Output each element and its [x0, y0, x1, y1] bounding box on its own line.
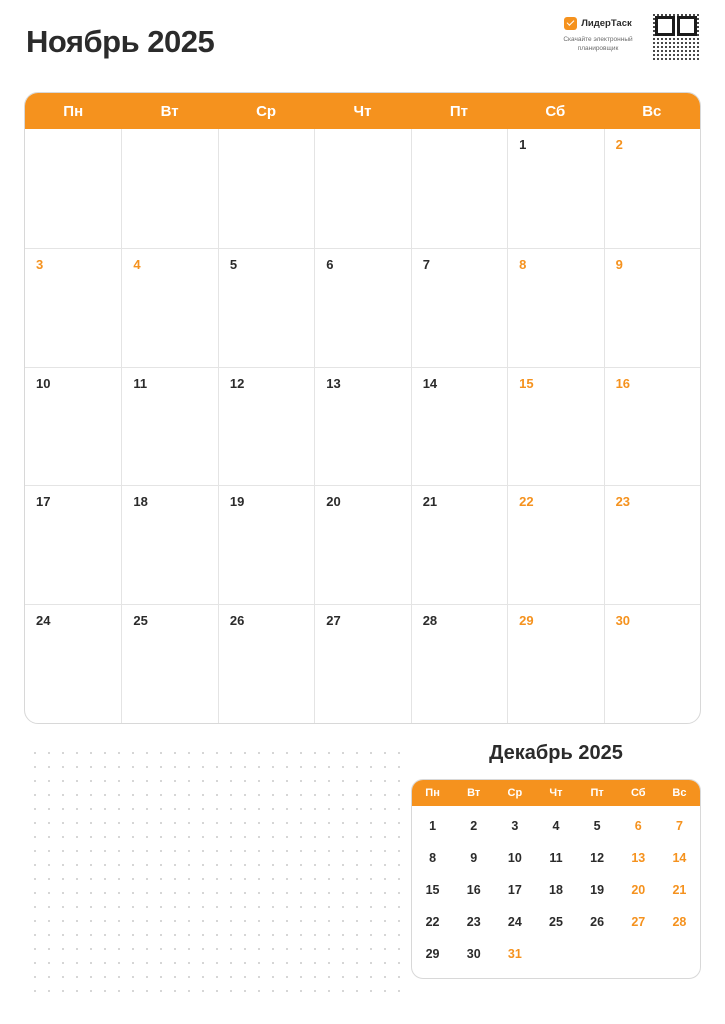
mini-day-cell[interactable]: 12 — [590, 851, 605, 865]
weekday-header: Пн — [63, 102, 84, 120]
calendar-week-row — [25, 129, 700, 248]
day-cell[interactable] — [604, 486, 700, 604]
day-number: 14 — [422, 375, 438, 391]
day-cell[interactable] — [314, 486, 410, 604]
day-cell[interactable] — [121, 368, 217, 486]
day-number: 22 — [519, 494, 534, 510]
weekday-header: Ср — [256, 102, 277, 120]
brand-logo — [552, 17, 644, 30]
day-cell[interactable] — [314, 605, 410, 723]
calendar-week-row — [25, 367, 700, 486]
mini-weekday-header: Пн — [425, 787, 440, 799]
mini-day-cell[interactable]: 19 — [590, 883, 605, 897]
day-cell[interactable] — [411, 129, 507, 248]
mini-day-cell — [659, 938, 700, 970]
day-number: 6 — [326, 256, 334, 272]
day-number: 18 — [133, 494, 148, 510]
day-number: 7 — [422, 256, 430, 272]
day-number: 13 — [326, 375, 341, 391]
mini-day-cell[interactable]: 21 — [672, 883, 687, 897]
mini-day-cell[interactable]: 7 — [675, 819, 683, 833]
day-number: 16 — [615, 375, 631, 391]
day-cell[interactable] — [25, 129, 121, 248]
weekday-header-row — [25, 93, 700, 129]
mini-day-cell[interactable]: 10 — [507, 851, 522, 865]
mini-calendar — [411, 742, 701, 979]
day-number: 2 — [615, 137, 623, 152]
day-cell[interactable] — [507, 129, 603, 248]
mini-weekday-header: Сб — [630, 787, 646, 799]
day-number: 5 — [229, 256, 238, 272]
day-number: 8 — [519, 256, 527, 272]
day-cell[interactable] — [604, 129, 700, 248]
mini-day-cell[interactable]: 11 — [549, 851, 563, 865]
mini-day-cell[interactable]: 4 — [552, 819, 560, 833]
day-number: 1 — [519, 137, 527, 152]
day-cell[interactable] — [314, 368, 410, 486]
day-number: 28 — [422, 613, 438, 629]
mini-day-cell[interactable]: 14 — [672, 851, 687, 865]
day-cell[interactable] — [411, 486, 507, 604]
mini-calendar-card — [411, 779, 701, 979]
mini-week-row — [412, 842, 700, 874]
day-cell[interactable] — [218, 368, 314, 486]
brand-tagline: Скачайте электронный планировщик — [563, 36, 633, 52]
day-cell[interactable] — [121, 486, 217, 604]
day-cell[interactable] — [25, 486, 121, 604]
day-number: 29 — [519, 613, 534, 629]
checkbox-icon — [564, 17, 577, 30]
day-cell[interactable] — [25, 368, 121, 486]
day-cell[interactable] — [121, 249, 217, 367]
day-number: 15 — [519, 375, 534, 391]
day-number: 3 — [36, 256, 44, 272]
day-cell[interactable] — [507, 368, 603, 486]
day-cell[interactable] — [507, 249, 603, 367]
mini-day-cell[interactable]: 30 — [466, 947, 481, 961]
weekday-header: Вт — [160, 102, 179, 120]
brand-name: ЛидерТаск — [581, 18, 632, 29]
day-number: 4 — [133, 256, 141, 272]
mini-weekday-header: Чт — [549, 787, 563, 799]
page-title: Ноябрь 2025 — [26, 24, 215, 59]
day-cell[interactable] — [314, 249, 410, 367]
day-number: 11 — [133, 375, 148, 391]
mini-day-cell[interactable]: 13 — [631, 851, 646, 865]
notes-dot-grid[interactable] — [24, 742, 409, 1000]
mini-day-cell[interactable]: 9 — [470, 851, 478, 865]
day-number: 20 — [326, 494, 341, 510]
mini-day-cell — [577, 938, 618, 970]
day-number: 21 — [422, 494, 438, 510]
day-number: 30 — [615, 613, 631, 629]
day-cell[interactable] — [121, 129, 217, 248]
mini-day-cell[interactable]: 31 — [507, 947, 522, 961]
mini-day-cell[interactable]: 17 — [507, 883, 522, 897]
day-cell[interactable] — [604, 368, 700, 486]
mini-week-row — [412, 906, 700, 938]
day-number: 23 — [615, 494, 631, 510]
mini-day-cell[interactable]: 29 — [425, 947, 440, 961]
mini-calendar-weeks — [412, 806, 700, 978]
day-cell[interactable] — [604, 249, 700, 367]
day-cell[interactable] — [314, 129, 410, 248]
main-calendar — [24, 92, 701, 724]
mini-day-cell[interactable]: 24 — [507, 915, 522, 929]
mini-day-cell[interactable]: 2 — [470, 819, 478, 833]
mini-day-cell[interactable]: 6 — [634, 819, 642, 833]
mini-day-cell — [618, 938, 659, 970]
day-cell[interactable] — [411, 249, 507, 367]
mini-weekday-header: Пт — [590, 787, 604, 799]
mini-weekday-header: Ср — [507, 787, 523, 799]
day-number: 24 — [36, 613, 51, 629]
weekday-header: Пт — [449, 102, 468, 120]
mini-week-row — [412, 874, 700, 906]
day-number: 26 — [229, 613, 245, 629]
page-header — [26, 14, 699, 76]
day-number: 19 — [229, 494, 245, 510]
mini-day-cell[interactable]: 18 — [549, 883, 563, 897]
brand-block[interactable] — [552, 14, 699, 60]
day-cell[interactable] — [507, 486, 603, 604]
day-cell[interactable] — [218, 486, 314, 604]
mini-day-cell[interactable]: 3 — [511, 819, 519, 833]
day-number: 17 — [36, 494, 51, 510]
weekday-header: Чт — [353, 102, 372, 120]
mini-day-cell[interactable]: 22 — [425, 915, 440, 929]
calendar-week-row — [25, 248, 700, 367]
day-number: 9 — [615, 256, 623, 272]
mini-week-row — [412, 810, 700, 842]
day-number: 25 — [133, 613, 148, 629]
qr-code-icon[interactable] — [653, 14, 699, 60]
day-cell[interactable] — [604, 605, 700, 723]
mini-calendar-title: Декабрь 2025 — [489, 742, 623, 764]
day-cell[interactable] — [411, 605, 507, 723]
mini-day-cell[interactable]: 15 — [425, 883, 440, 897]
mini-day-cell[interactable]: 23 — [466, 915, 481, 929]
day-cell[interactable] — [218, 605, 314, 723]
calendar-weeks — [25, 129, 700, 723]
day-number: 10 — [36, 375, 51, 391]
mini-week-row — [412, 938, 700, 970]
day-cell[interactable] — [25, 605, 121, 723]
mini-day-cell[interactable]: 27 — [631, 915, 646, 929]
day-cell[interactable] — [218, 249, 314, 367]
day-cell[interactable] — [507, 605, 603, 723]
mini-day-cell[interactable]: 8 — [429, 851, 437, 865]
mini-weekday-header-row — [412, 780, 700, 806]
calendar-week-row — [25, 485, 700, 604]
calendar-week-row — [25, 604, 700, 723]
mini-day-cell[interactable]: 20 — [631, 883, 646, 897]
day-cell[interactable] — [411, 368, 507, 486]
brand-text — [552, 14, 644, 53]
mini-weekday-header: Вс — [672, 787, 687, 799]
day-number: 12 — [229, 375, 245, 391]
weekday-header: Вс — [642, 102, 662, 120]
mini-weekday-header: Вт — [467, 787, 481, 799]
mini-day-cell[interactable]: 26 — [590, 915, 605, 929]
mini-day-cell[interactable]: 5 — [593, 819, 601, 833]
mini-day-cell — [535, 938, 576, 970]
mini-day-cell[interactable]: 1 — [429, 819, 437, 833]
mini-day-cell[interactable]: 25 — [549, 915, 563, 929]
weekday-header: Сб — [545, 102, 566, 120]
day-cell[interactable] — [25, 249, 121, 367]
day-cell[interactable] — [121, 605, 217, 723]
day-cell[interactable] — [218, 129, 314, 248]
mini-day-cell[interactable]: 16 — [466, 883, 481, 897]
mini-day-cell[interactable]: 28 — [672, 915, 687, 929]
day-number: 27 — [326, 613, 341, 629]
